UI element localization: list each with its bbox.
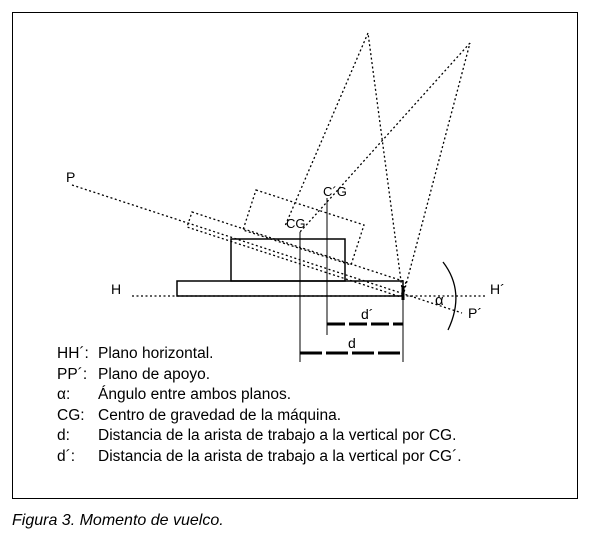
label-cg-prime: C´G: [323, 184, 347, 199]
legend-text: Distancia de la arista de trabajo a la vertical por CG´.: [98, 447, 462, 465]
legend-row-hh: [57, 344, 567, 365]
label-h-prime: H´: [490, 281, 505, 297]
legend-row-pp: [57, 365, 567, 386]
legend-symbol: α:: [57, 386, 71, 403]
figure-caption: Figura 3. Momento de vuelco.: [12, 512, 224, 529]
label-h: H: [111, 281, 122, 297]
machine-base: [177, 281, 403, 296]
legend-text: Plano horizontal.: [98, 345, 214, 362]
legend-symbol: HH´:: [57, 345, 89, 362]
label-alpha: α: [435, 292, 444, 309]
legend-text: Distancia de la arista de trabajo a la vertical por CG.: [98, 427, 457, 444]
construction-line: [368, 33, 403, 296]
legend-row-d: [57, 426, 567, 447]
legend-row-alpha: [57, 385, 567, 406]
legend-symbol: d´:: [57, 447, 76, 465]
legend-symbol: d:: [57, 427, 70, 444]
machine-body: [231, 239, 345, 281]
angle-arc: [443, 262, 456, 330]
legend-text: Ángulo entre ambos planos.: [98, 386, 292, 403]
legend-row-d-prime: [57, 447, 567, 468]
label-d: d: [348, 335, 356, 351]
label-d-prime: d´: [361, 306, 374, 322]
legend-row-cg: [57, 406, 567, 427]
legend-symbol: PP´:: [57, 365, 88, 383]
legend-text: Centro de gravedad de la máquina.: [98, 406, 341, 424]
legend-text: Plano de apoyo.: [98, 365, 211, 383]
label-p: P: [66, 169, 76, 185]
label-p-prime: P´: [468, 305, 482, 321]
label-cg: CG: [286, 216, 306, 231]
legend: [57, 344, 567, 467]
legend-symbol: CG:: [57, 406, 85, 424]
